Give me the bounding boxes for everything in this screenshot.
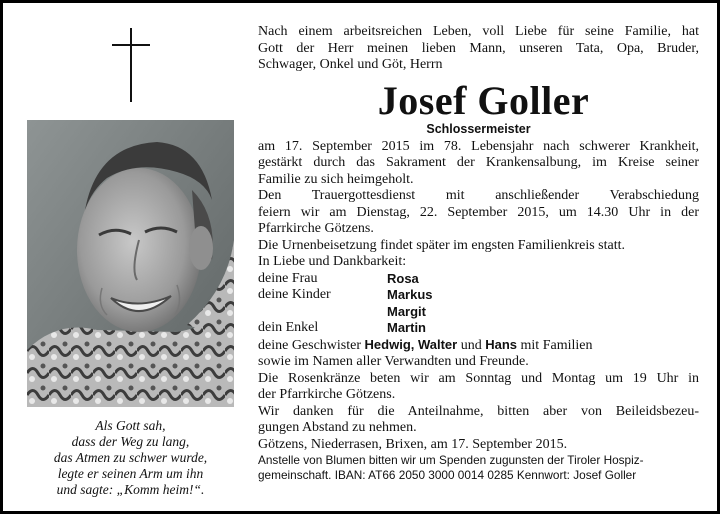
death-line: am 17. September 2015 im 78. Lebensjahr nach schwerer Krankheit, xyxy=(258,138,699,154)
intro-line: Schwager, Onkel und Göt, Herrn xyxy=(258,57,443,72)
poem-line: und sagte: „Komm heim!“. xyxy=(56,482,205,497)
family-names: Martin xyxy=(387,320,426,335)
family-row xyxy=(258,304,699,321)
mourning-intro: In Liebe und Dankbarkeit: xyxy=(258,254,407,269)
intro-line: Nach einem arbeitsreichen Leben, voll Liebe für seine Familie, hat xyxy=(258,24,699,39)
poem-line: dass der Weg zu lang, xyxy=(71,434,190,449)
cross-icon xyxy=(112,28,152,103)
deceased-name: Josef Goller xyxy=(377,77,590,123)
thanks-line: Wir danken für die Anteilnahme, bitten aber von Beileidsbezeu- xyxy=(258,403,699,419)
siblings-tail: mit Familien xyxy=(520,337,593,353)
service-line: Den Trauergottesdienst mit anschließender Verabschiedung xyxy=(258,188,699,203)
rosary-line: der Pfarrkirche Götzens. xyxy=(258,387,396,402)
place-date: Götzens, Niederrasen, Brixen, am 17. September 2015. xyxy=(258,436,568,452)
poem xyxy=(27,418,234,498)
poem-line: Als Gott sah, xyxy=(95,418,166,433)
portrait-photo xyxy=(27,120,234,407)
poem-line: legte er seinen Arm um ihn xyxy=(57,466,204,481)
rosary-line: Die Rosenkränze beten wir am Sonntag und Montag um 19 Uhr in xyxy=(258,370,699,386)
family-names: Margit xyxy=(387,303,426,319)
intro-line: Gott der Herr meinen lieben Mann, unseren Tata, Opa, Bruder, xyxy=(258,40,699,56)
family-role: deine Kinder xyxy=(258,287,331,302)
obituary-card xyxy=(3,3,717,511)
obituary-text xyxy=(258,24,699,483)
occupation: Schlossermeister xyxy=(426,121,531,136)
family-names: Rosa xyxy=(387,270,419,286)
urn-notice: Die Urnenbeisetzung findet später im engsten Familienkreis statt. xyxy=(258,237,626,253)
siblings-line xyxy=(258,337,699,355)
thanks-line: gungen Abstand zu nehmen. xyxy=(258,420,417,435)
family-role: dein Enkel xyxy=(258,320,319,335)
death-line: gestärkt durch das Sakrament der Krankensalbung, im Kreise seiner xyxy=(258,155,699,170)
donation-line: gemeinschaft. IBAN: AT66 2050 3000 0014 0285 Kennwort: Josef Goller xyxy=(258,468,637,482)
family-names: Markus xyxy=(387,287,433,302)
death-line: Familie zu sich heimgeholt. xyxy=(258,171,414,187)
donation-line: Anstelle von Blumen bitten wir um Spenden zugunsten der Tiroler Hospiz- xyxy=(258,453,644,467)
family-row xyxy=(258,320,699,337)
family-role xyxy=(258,304,387,321)
siblings-and: und xyxy=(460,337,482,353)
family-row xyxy=(258,287,699,304)
siblings-names: Hedwig, Walter xyxy=(364,336,458,352)
siblings-role: deine Geschwister xyxy=(258,337,362,353)
siblings-names: Hans xyxy=(485,336,518,352)
service-line: Pfarrkirche Götzens. xyxy=(258,221,374,236)
service-line: feiern wir am Dienstag, 22. September 2015, um 14.30 Uhr in der xyxy=(258,204,699,220)
poem-line: das Atmen zu schwer wurde, xyxy=(53,450,208,465)
family-role: deine Frau xyxy=(258,270,318,286)
family-row xyxy=(258,271,699,288)
relatives-line: sowie im Namen aller Verwandten und Freunde. xyxy=(258,354,529,369)
